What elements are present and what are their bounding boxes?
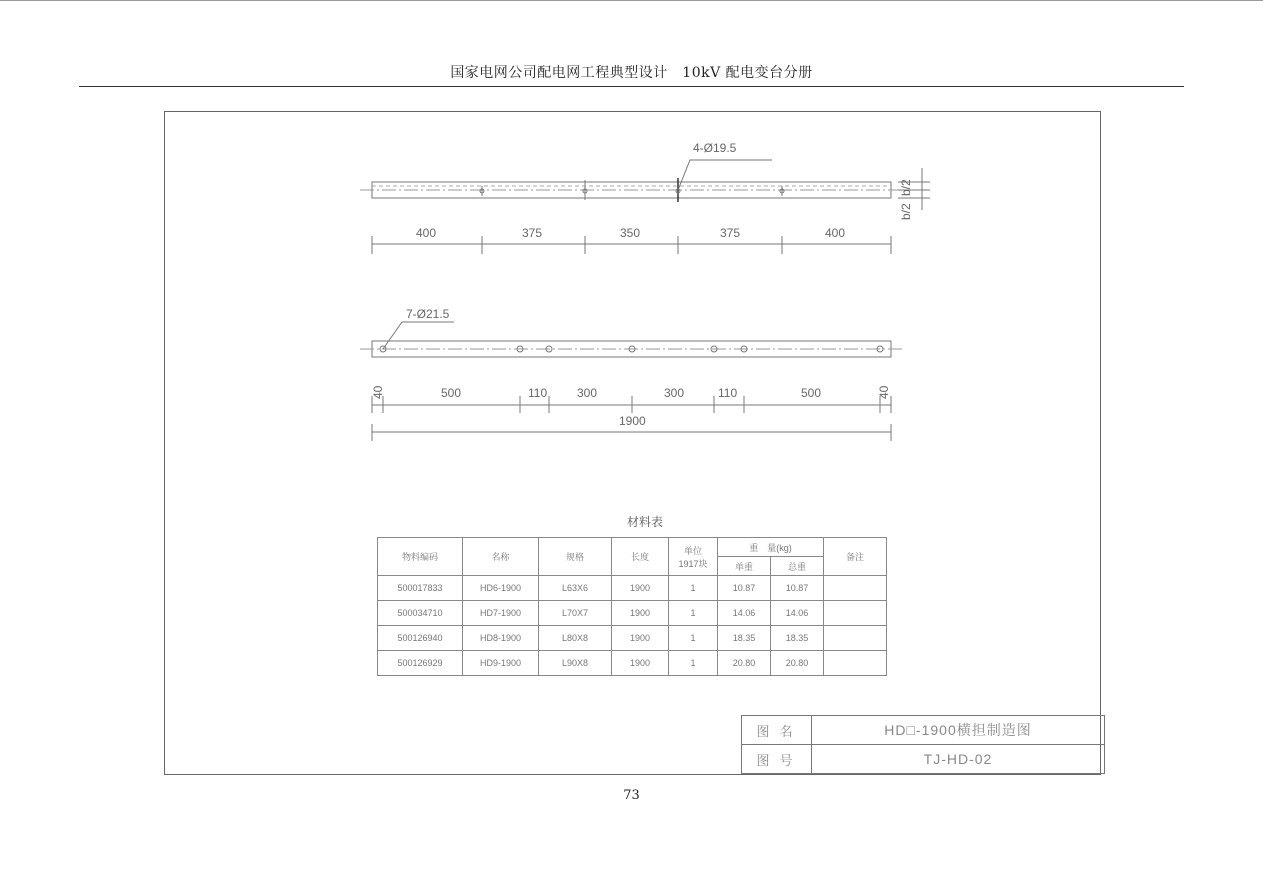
material-table-title: 材料表 bbox=[626, 515, 663, 529]
col-length: 长度 bbox=[612, 538, 669, 576]
cell-name: HD8-1900 bbox=[463, 626, 539, 651]
col-spec: 规格 bbox=[539, 538, 612, 576]
front-dim-5: 300 bbox=[664, 386, 685, 400]
cell-total-weight: 14.06 bbox=[771, 601, 824, 626]
cell-remark bbox=[824, 651, 887, 676]
cell-spec: L90X8 bbox=[539, 651, 612, 676]
front-dim-8: 40 bbox=[877, 385, 891, 399]
cell-length: 1900 bbox=[612, 601, 669, 626]
cell-qty: 1 bbox=[669, 576, 718, 601]
col-unit-weight: 单重 bbox=[718, 557, 771, 576]
top-dim-1: 400 bbox=[416, 226, 437, 240]
cell-code: 500126929 bbox=[378, 651, 463, 676]
page-header-title: 国家电网公司配电网工程典型设计 10kV 配电变台分册 bbox=[450, 65, 813, 81]
cell-qty: 1 bbox=[669, 626, 718, 651]
cell-code: 500126940 bbox=[378, 626, 463, 651]
col-unit bbox=[669, 538, 718, 576]
drawing-name-value: HD□-1900横担制造图 bbox=[812, 716, 1105, 745]
col-unit-label: 单位 bbox=[683, 545, 702, 556]
cell-length: 1900 bbox=[612, 626, 669, 651]
cell-unit-weight: 10.87 bbox=[718, 576, 771, 601]
front-hole-label: 7-Ø21.5 bbox=[406, 307, 450, 321]
col-weight: 重 量(kg) bbox=[718, 538, 824, 557]
cell-remark bbox=[824, 601, 887, 626]
front-dim-7: 500 bbox=[801, 386, 822, 400]
col-total-weight: 总重 bbox=[771, 557, 824, 576]
cell-remark bbox=[824, 576, 887, 601]
cell-length: 1900 bbox=[612, 576, 669, 601]
cell-total-weight: 10.87 bbox=[771, 576, 824, 601]
table-row bbox=[378, 601, 887, 626]
cell-remark bbox=[824, 626, 887, 651]
table-row bbox=[378, 576, 887, 601]
cell-unit-weight: 20.80 bbox=[718, 651, 771, 676]
hole-leader-front bbox=[383, 322, 454, 349]
cell-code: 500034710 bbox=[378, 601, 463, 626]
front-dim-2: 500 bbox=[441, 386, 462, 400]
col-name: 名称 bbox=[463, 538, 539, 576]
cell-spec: L63X6 bbox=[539, 576, 612, 601]
cell-spec: L80X8 bbox=[539, 626, 612, 651]
cell-name: HD9-1900 bbox=[463, 651, 539, 676]
top-dim-4: 375 bbox=[720, 226, 741, 240]
drawing-name-label: 图名 bbox=[742, 716, 812, 745]
b2-label-2: b/2 bbox=[899, 203, 913, 220]
top-hole-label: 4-Ø19.5 bbox=[693, 141, 737, 155]
top-dim-2: 375 bbox=[522, 226, 543, 240]
col-code: 物料编码 bbox=[378, 538, 463, 576]
overall-dim: 1900 bbox=[619, 414, 646, 428]
cell-qty: 1 bbox=[669, 601, 718, 626]
material-table bbox=[377, 537, 887, 676]
front-dim-3: 110 bbox=[528, 386, 548, 400]
b2-label-1: b/2 bbox=[899, 179, 913, 196]
cell-qty: 1 bbox=[669, 651, 718, 676]
cell-length: 1900 bbox=[612, 651, 669, 676]
cell-total-weight: 20.80 bbox=[771, 651, 824, 676]
top-dim-3: 350 bbox=[620, 226, 641, 240]
title-block bbox=[741, 715, 1105, 774]
cell-code: 500017833 bbox=[378, 576, 463, 601]
drawing-number-value: TJ-HD-02 bbox=[812, 745, 1105, 774]
page-number: 73 bbox=[623, 788, 640, 803]
drawing-number-label: 图号 bbox=[742, 745, 812, 774]
cell-unit-weight: 14.06 bbox=[718, 601, 771, 626]
cell-name: HD6-1900 bbox=[463, 576, 539, 601]
cell-name: HD7-1900 bbox=[463, 601, 539, 626]
table-row bbox=[378, 651, 887, 676]
cell-spec: L70X7 bbox=[539, 601, 612, 626]
cell-total-weight: 18.35 bbox=[771, 626, 824, 651]
front-dim-1: 40 bbox=[371, 385, 385, 399]
front-dim-6: 110 bbox=[718, 386, 738, 400]
table-row bbox=[378, 626, 887, 651]
col-remark: 备注 bbox=[824, 538, 887, 576]
top-dim-5: 400 bbox=[825, 226, 846, 240]
col-unit-value: 1917块 bbox=[678, 558, 708, 569]
cell-unit-weight: 18.35 bbox=[718, 626, 771, 651]
front-dim-4: 300 bbox=[577, 386, 598, 400]
